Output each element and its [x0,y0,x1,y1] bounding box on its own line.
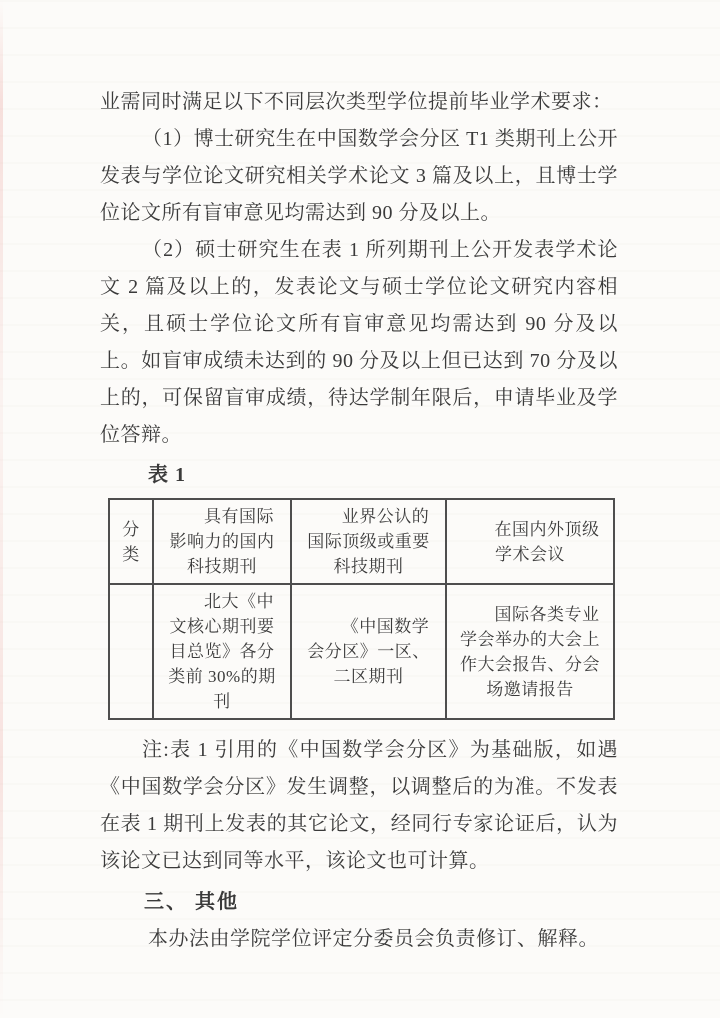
table-header-row [109,499,614,584]
table-header-conferences: 在国内外顶级学术会议 [446,499,614,584]
table-cell-conferences: 国际各类专业学会举办的大会上作大会报告、分会场邀请报告 [446,584,614,719]
scan-edge-artifact [0,0,3,1018]
paragraph-doctoral-requirement: （1）博士研究生在中国数学会分区 T1 类期刊上公开发表与学位论文研究相关学术论文 3 篇及以上，且博士学位论文所有盲审意见均需达到 90 分及以上。 [100,128,618,224]
table-cell-category-empty [109,584,153,719]
intro-line: 业需同时满足以下不同层次类型学位提前毕业学术要求： [100,91,613,113]
table-header-domestic-journals: 具有国际影响力的国内科技期刊 [153,499,291,584]
journal-category-table [108,498,615,720]
table-caption: 表 1 [148,464,186,486]
table-cell-international-journals: 《中国数学会分区》一区、二区期刊 [291,584,446,719]
table-note: 注:表 1 引用的《中国数学会分区》为基础版，如遇《中国数学会分区》发生调整，以调整后的为准。不发表在表 1 期刊上发表的其它论文，经同行专家论证后，认为该论文已达到同等水平，该论文也可计算。 [100,739,618,872]
closing-line: 本办法由学院学位评定分委员会负责修订、解释。 [148,928,599,950]
section-heading-other: 三、 其他 [144,891,239,913]
table-header-international-journals: 业界公认的国际顶级或重要科技期刊 [291,499,446,584]
table-cell-domestic-journals: 北大《中文核心期刊要目总览》各分类前 30%的期刊 [153,584,291,719]
paragraph-master-requirement: （2）硕士研究生在表 1 所列期刊上公开发表学术论文 2 篇及以上的，发表论文与硕士学位论文研究内容相关，且硕士学位论文所有盲审意见均需达到 90 分及以上。如盲审成绩未达到的 90 分及以上但已达到 70 分及以上的，可保留盲审成绩，待达学制年限后，申请毕业及学位答辩。 [100,239,618,446]
table-row [109,584,614,719]
table-header-category: 分类 [109,499,153,584]
document-body [100,84,618,958]
